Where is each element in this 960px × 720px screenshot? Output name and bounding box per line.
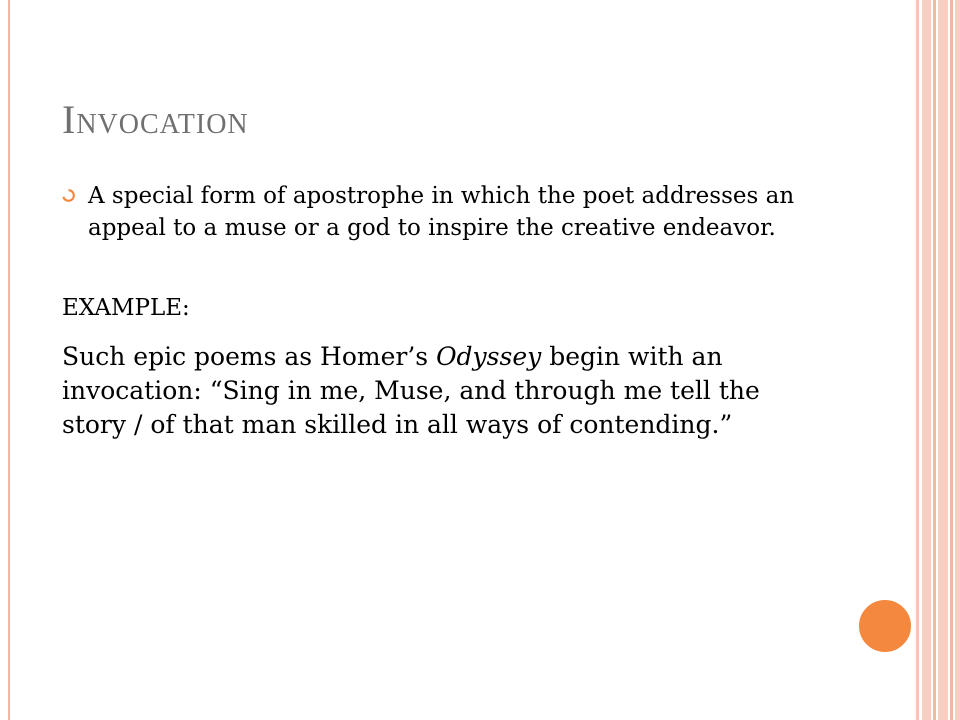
- decorative-stripe: [938, 0, 948, 720]
- decorative-stripe: [933, 0, 936, 720]
- slide-title: Invocation: [62, 97, 249, 142]
- example-prefix: Such epic poems as Homer’s: [62, 342, 437, 371]
- example-text: [62, 340, 822, 442]
- bullet-text: A special form of apostrophe in which the poet addresses an appeal to a muse or a god to inspire the creative endeavor.: [88, 183, 795, 241]
- slide-body: [62, 180, 822, 442]
- decorative-stripe: [955, 0, 960, 720]
- decorative-stripe: [950, 0, 953, 720]
- bullet-item: [62, 180, 822, 244]
- bullet-ring-icon: [62, 189, 75, 202]
- example-italic-title: Odyssey: [436, 342, 542, 371]
- example-label: EXAMPLE:: [62, 295, 190, 321]
- example-suffix: begin with an invocation: “Sing in me, Muse, and through me tell the story / of that man skilled in all ways of contending.”: [62, 342, 760, 439]
- left-border-line: [8, 0, 10, 720]
- decorative-circle: [856, 597, 914, 655]
- decorative-stripe: [922, 0, 931, 720]
- decorative-stripe: [916, 0, 919, 720]
